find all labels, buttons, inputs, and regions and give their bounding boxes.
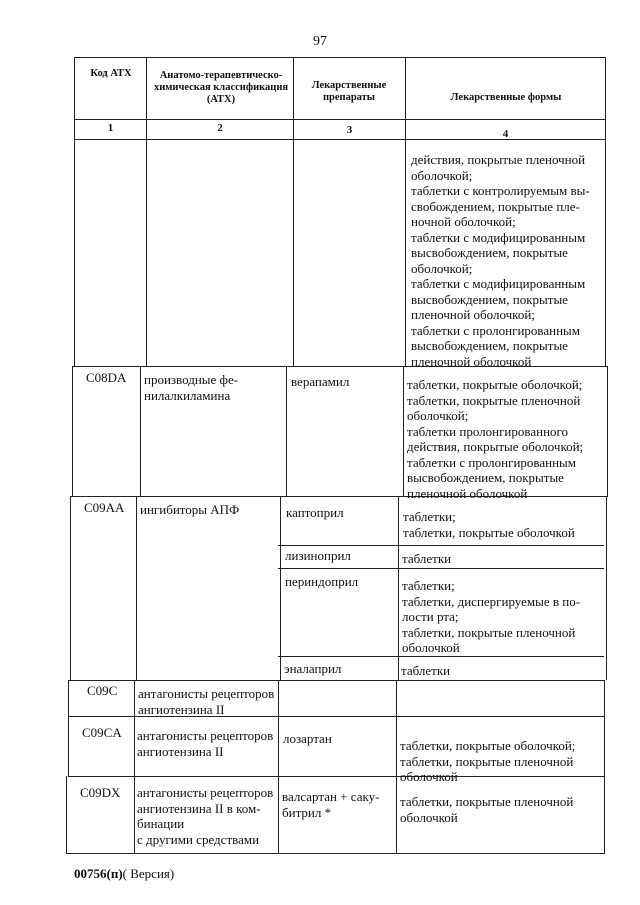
dosage-forms: таблетки, покрытые пленочной оболочкой bbox=[400, 794, 574, 825]
atc-class: антагонисты рецепторов ангиотензина II bbox=[137, 728, 274, 759]
table-line bbox=[74, 119, 606, 120]
table-line bbox=[605, 57, 606, 366]
drug-name: лизиноприл bbox=[285, 548, 351, 563]
dosage-forms: таблетки; таблетки, диспергируемые в по- лости рта; таблетки, покрытые пленочной оболочкой bbox=[402, 578, 581, 655]
table-line bbox=[136, 496, 137, 680]
atc-code: C09C bbox=[87, 683, 118, 698]
footer-suffix: ( Версия) bbox=[122, 866, 175, 881]
footer-code: 00756(п) bbox=[74, 866, 123, 881]
dosage-forms: таблетки bbox=[401, 663, 451, 678]
table-line bbox=[68, 680, 604, 681]
dosage-forms: таблетки, покрытые оболочкой; таблетки, покрытые пленочной оболочкой bbox=[400, 738, 576, 784]
dosage-forms: таблетки bbox=[402, 551, 452, 566]
table-line bbox=[293, 57, 294, 366]
drug-name: каптоприл bbox=[286, 505, 344, 520]
atc-class: антагонисты рецепторов ангиотензина II bbox=[138, 686, 275, 717]
table-line bbox=[74, 57, 606, 58]
table-line bbox=[278, 545, 604, 546]
col-number: 1 bbox=[107, 122, 114, 134]
table-line bbox=[146, 57, 147, 366]
atc-class: производные фе- нилалкиламина bbox=[144, 372, 239, 403]
header-classification: Анатомо-терапевтическо-химическая классификация (АТХ) bbox=[153, 70, 289, 105]
table-line bbox=[278, 680, 279, 854]
page-number: 97 bbox=[313, 34, 327, 49]
table-line bbox=[396, 680, 397, 854]
drug-name: валсартан + саку- битрил * bbox=[282, 789, 380, 820]
continued-forms: действия, покрытые пленочной оболочкой; таблетки с контролируемым вы- свобождением, покрытые пле- ночной оболочкой; таблетки с модифицированным высвобождением, покрытые оболочкой; таблетки с модифицированным высвобождением, покрытые пленочной оболочкой; таблетки с пролонгированным высвобождением, покрытые пленочной оболочкой bbox=[411, 152, 590, 369]
table-line bbox=[604, 680, 605, 854]
drug-name: лозартан bbox=[283, 731, 332, 746]
table-line bbox=[280, 496, 281, 680]
col-number: 4 bbox=[502, 128, 509, 140]
atc-class: ингибиторы АПФ bbox=[140, 502, 240, 517]
table-line bbox=[140, 366, 141, 496]
table-line bbox=[72, 366, 73, 496]
dosage-forms: таблетки; таблетки, покрытые оболочкой bbox=[403, 509, 575, 540]
drug-name: периндоприл bbox=[285, 574, 359, 589]
table-line bbox=[74, 57, 75, 366]
drug-name: эналаприл bbox=[284, 661, 342, 676]
table-line bbox=[70, 496, 71, 680]
table-line bbox=[278, 568, 604, 569]
table-line bbox=[403, 366, 404, 496]
footer-version bbox=[74, 866, 174, 882]
atc-code: C09CA bbox=[82, 725, 122, 740]
table-line bbox=[606, 496, 607, 680]
col-number: 2 bbox=[217, 122, 223, 134]
dosage-forms: таблетки, покрытые оболочкой; таблетки, покрытые пленочной оболочкой; таблетки пролонгированного действия, покрытые оболочкой; таблетки с пролонгированным высвобождением, покрытые пленочной оболочкой bbox=[407, 377, 584, 501]
table-line bbox=[398, 496, 399, 680]
table-line bbox=[278, 656, 604, 657]
atc-code: C09DX bbox=[80, 785, 121, 800]
header-forms: Лекарственные формы bbox=[450, 92, 562, 103]
table-line bbox=[134, 680, 135, 854]
table-line bbox=[68, 680, 69, 776]
table-line bbox=[607, 366, 608, 496]
col-number: 3 bbox=[346, 124, 353, 136]
atc-code: C09AA bbox=[84, 500, 125, 515]
table-line bbox=[405, 57, 406, 366]
atc-class: антагонисты рецепторов ангиотензина II в ком- бинации с другими средствами bbox=[137, 785, 274, 847]
atc-code: C08DA bbox=[86, 370, 127, 385]
header-drugs: Лекарственные препараты bbox=[311, 80, 387, 103]
drug-name: верапамил bbox=[291, 374, 350, 389]
table-line bbox=[286, 366, 287, 496]
table-line bbox=[66, 853, 604, 854]
header-code: Код АТХ bbox=[90, 68, 132, 79]
table-line bbox=[66, 776, 67, 854]
